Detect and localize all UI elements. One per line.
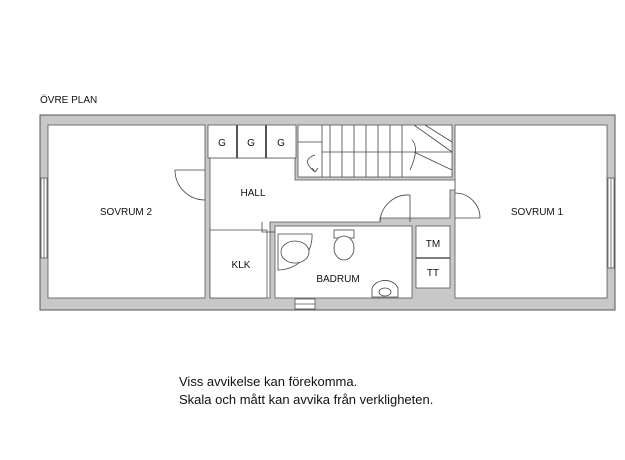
sink — [372, 280, 398, 297]
label-storage-1: G — [218, 138, 226, 149]
label-tt: TT — [426, 268, 440, 279]
staircase — [298, 125, 452, 177]
label-sovrum-1: SOVRUM 1 — [510, 207, 564, 218]
label-badrum: BADRUM — [316, 274, 360, 285]
label-klk: KLK — [231, 260, 251, 271]
label-storage-3: G — [277, 138, 285, 149]
plan-title: ÖVRE PLAN — [40, 95, 98, 106]
label-sovrum-2: SOVRUM 2 — [99, 207, 153, 218]
disclaimer — [179, 373, 433, 409]
label-storage-2: G — [247, 138, 255, 149]
label-tm: TM — [425, 239, 441, 250]
label-hall: HALL — [240, 188, 266, 199]
disclaimer-line-2: Skala och mått kan avvika från verkligheten. — [179, 392, 434, 407]
toilet — [334, 230, 354, 260]
disclaimer-line-1: Viss avvikelse kan förekomma. — [179, 374, 358, 389]
